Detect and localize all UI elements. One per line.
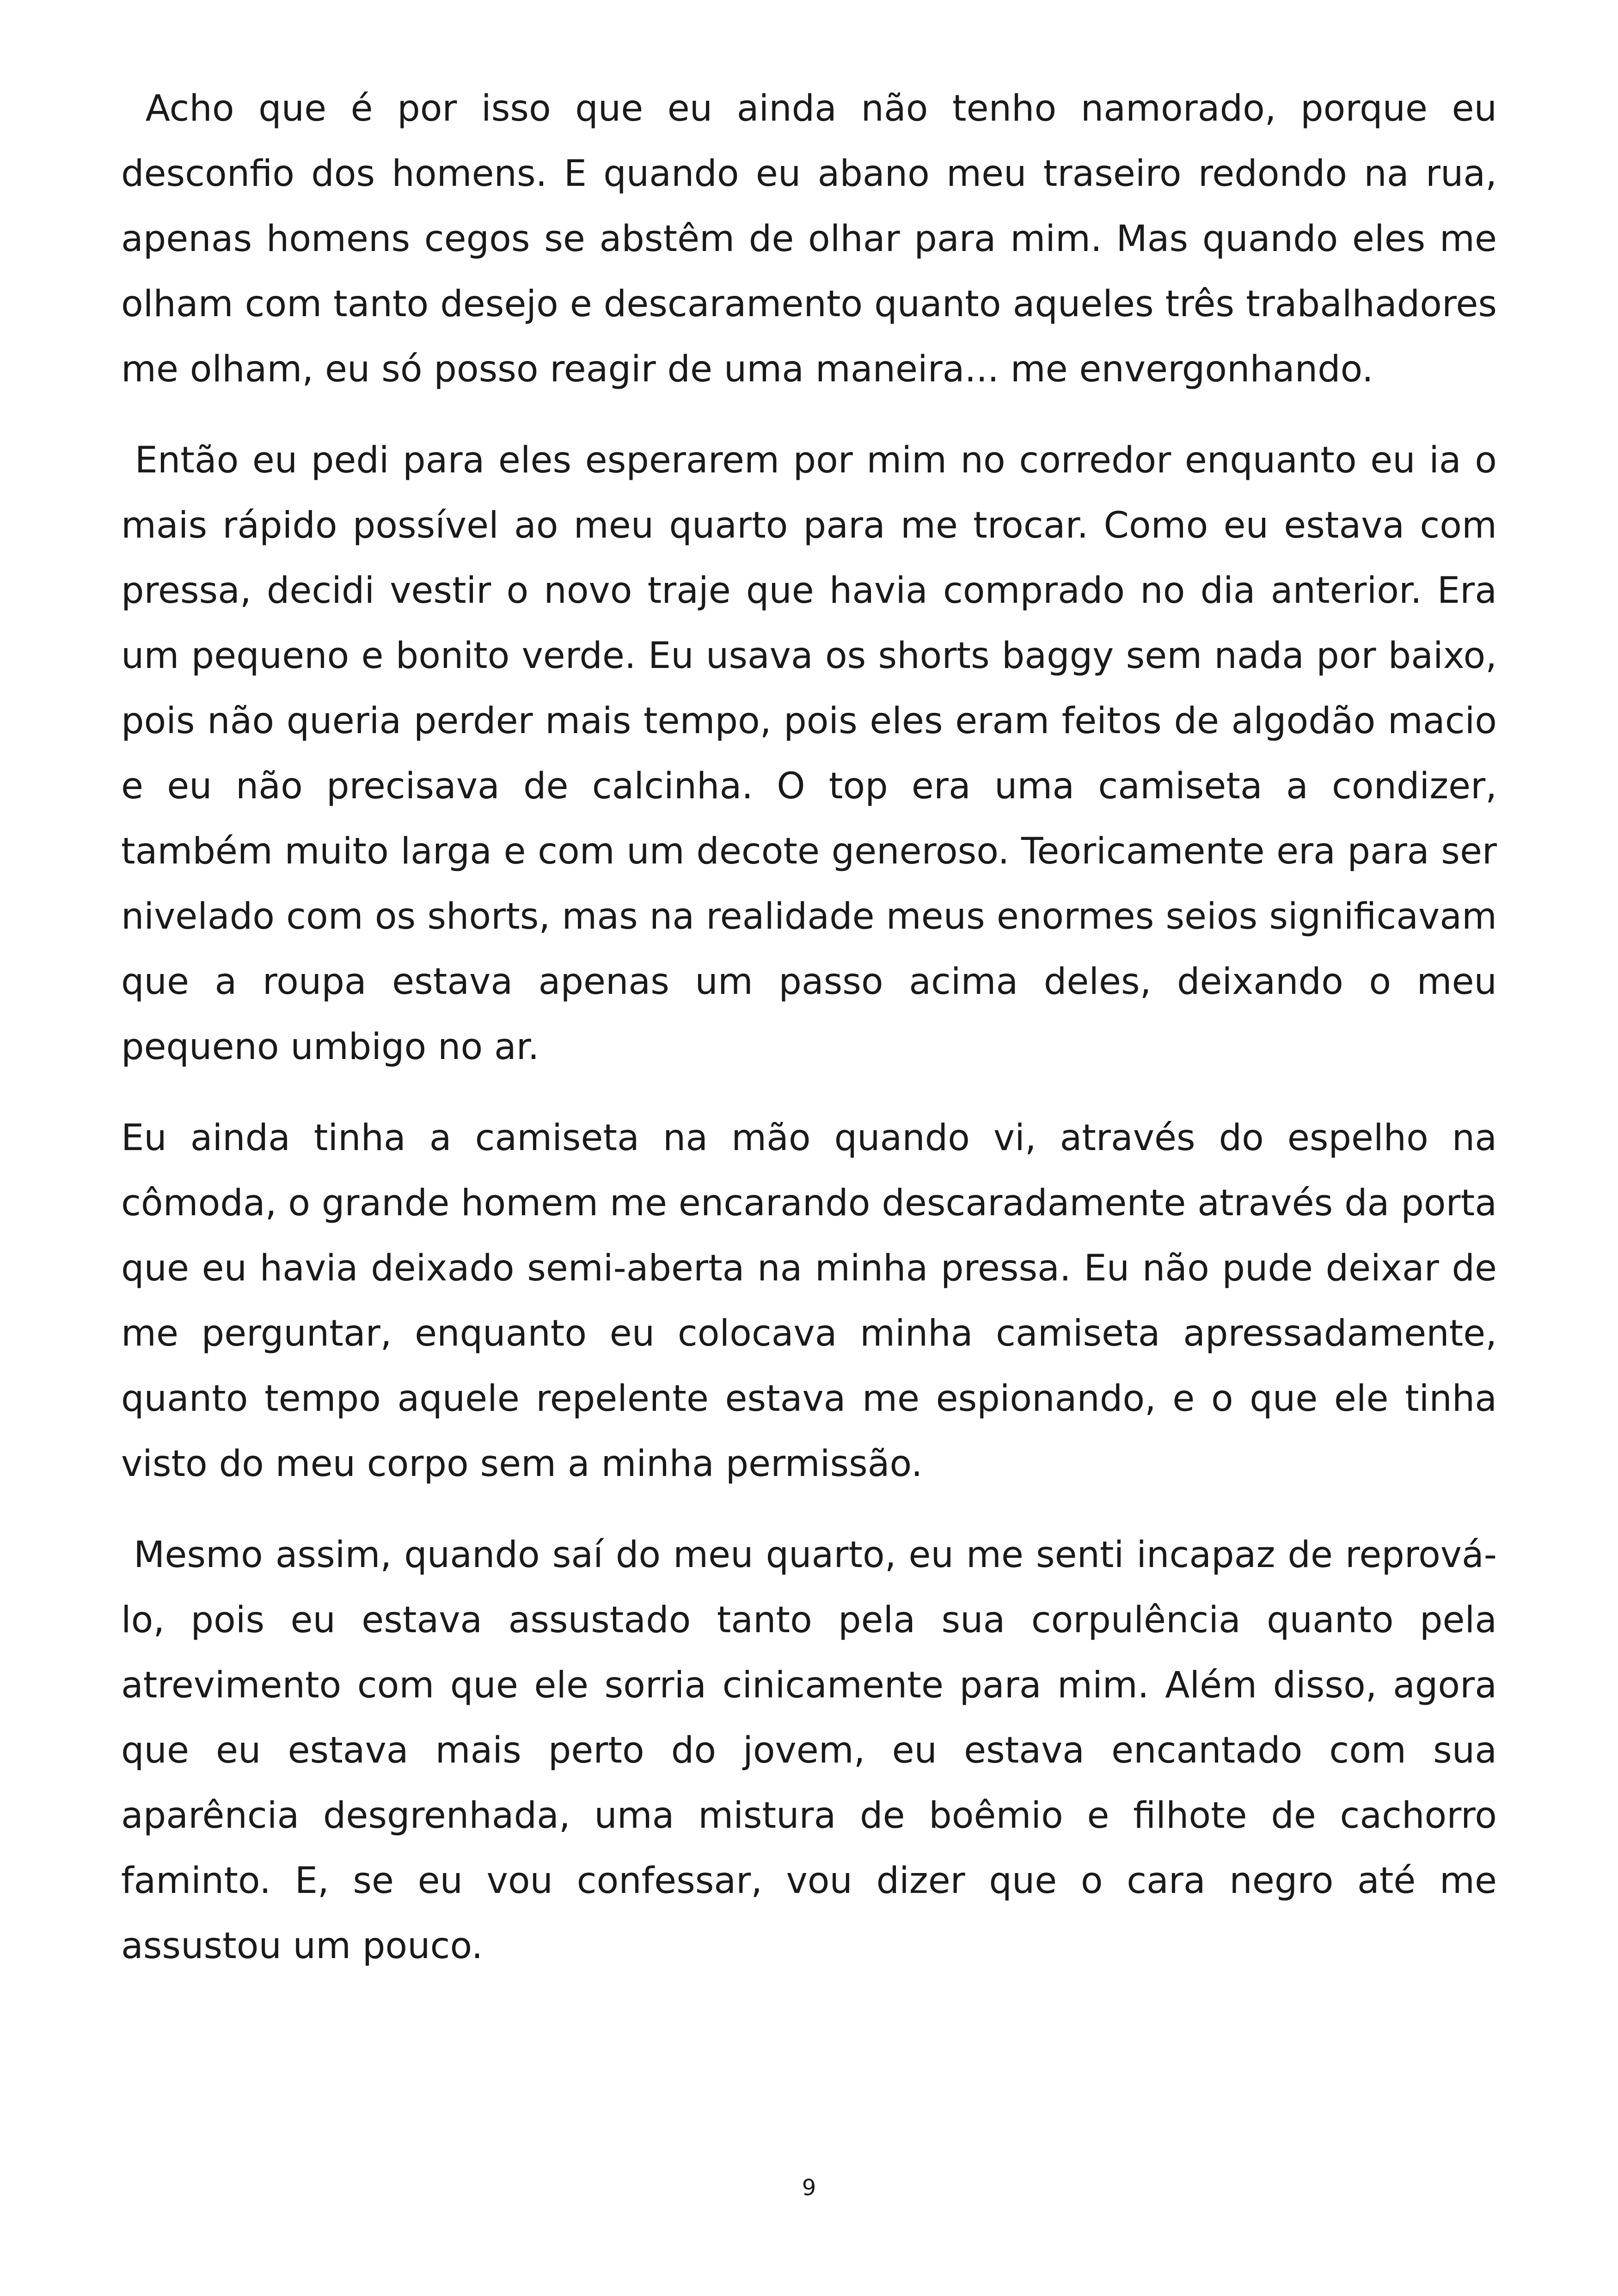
- paragraph-2: Então eu pedi para eles esperarem por mim no corredor enquanto eu ia o mais rápido possível ao meu quarto para me trocar. Como eu estava com pressa, decidi vestir o novo traje que havia comprado no dia anterior. Era um pequeno e bonito verde. Eu usava os shorts baggy sem nada por baixo, pois não queria perder mais tempo, pois eles eram feitos de algodão macio e eu não precisava de calcinha. O top era uma camiseta a condizer, também muito larga e com um decote generoso. Teoricamente era para ser nivelado com os shorts, mas na realidade meus enormes seios significavam que a roupa estava apenas um passo acima deles, deixando o meu pequeno umbigo no ar.: [121, 440, 1508, 1068]
- document-body: [121, 76, 1508, 2005]
- paragraph-1: Acho que é por isso que eu ainda não tenho namorado, porque eu desconfio dos homens. E quando eu abano meu traseiro redondo na rua, apenas homens cegos se abstêm de olhar para mim. Mas quando eles me olham com tanto desejo e descaramento quanto aqueles três trabalhadores me olham, eu só posso reagir de uma maneira... me envergonhando.: [121, 88, 1508, 390]
- paragraph-3: Eu ainda tinha a camiseta na mão quando vi, através do espelho na cômoda, o grande homem me encarando descaradamente através da porta que eu havia deixado semi-aberta na minha pressa. Eu não pude deixar de me perguntar, enquanto eu colocava minha camiseta apressadamente, quanto tempo aquele repelente estava me espionando, e o que ele tinha visto do meu corpo sem a minha permissão.: [121, 1117, 1508, 1485]
- paragraph-4: Mesmo assim, quando saí do meu quarto, eu me senti incapaz de reprová-lo, pois eu estava assustado tanto pela sua corpulência quanto pela atrevimento com que ele sorria cinicamente para mim. Além disso, agora que eu estava mais perto do jovem, eu estava encantado com sua aparência desgrenhada, uma mistura de boêmio e filhote de cachorro faminto. E, se eu vou confessar, vou dizer que o cara negro até me assustou um pouco.: [121, 1534, 1508, 1967]
- page-number: 9: [802, 2175, 816, 2201]
